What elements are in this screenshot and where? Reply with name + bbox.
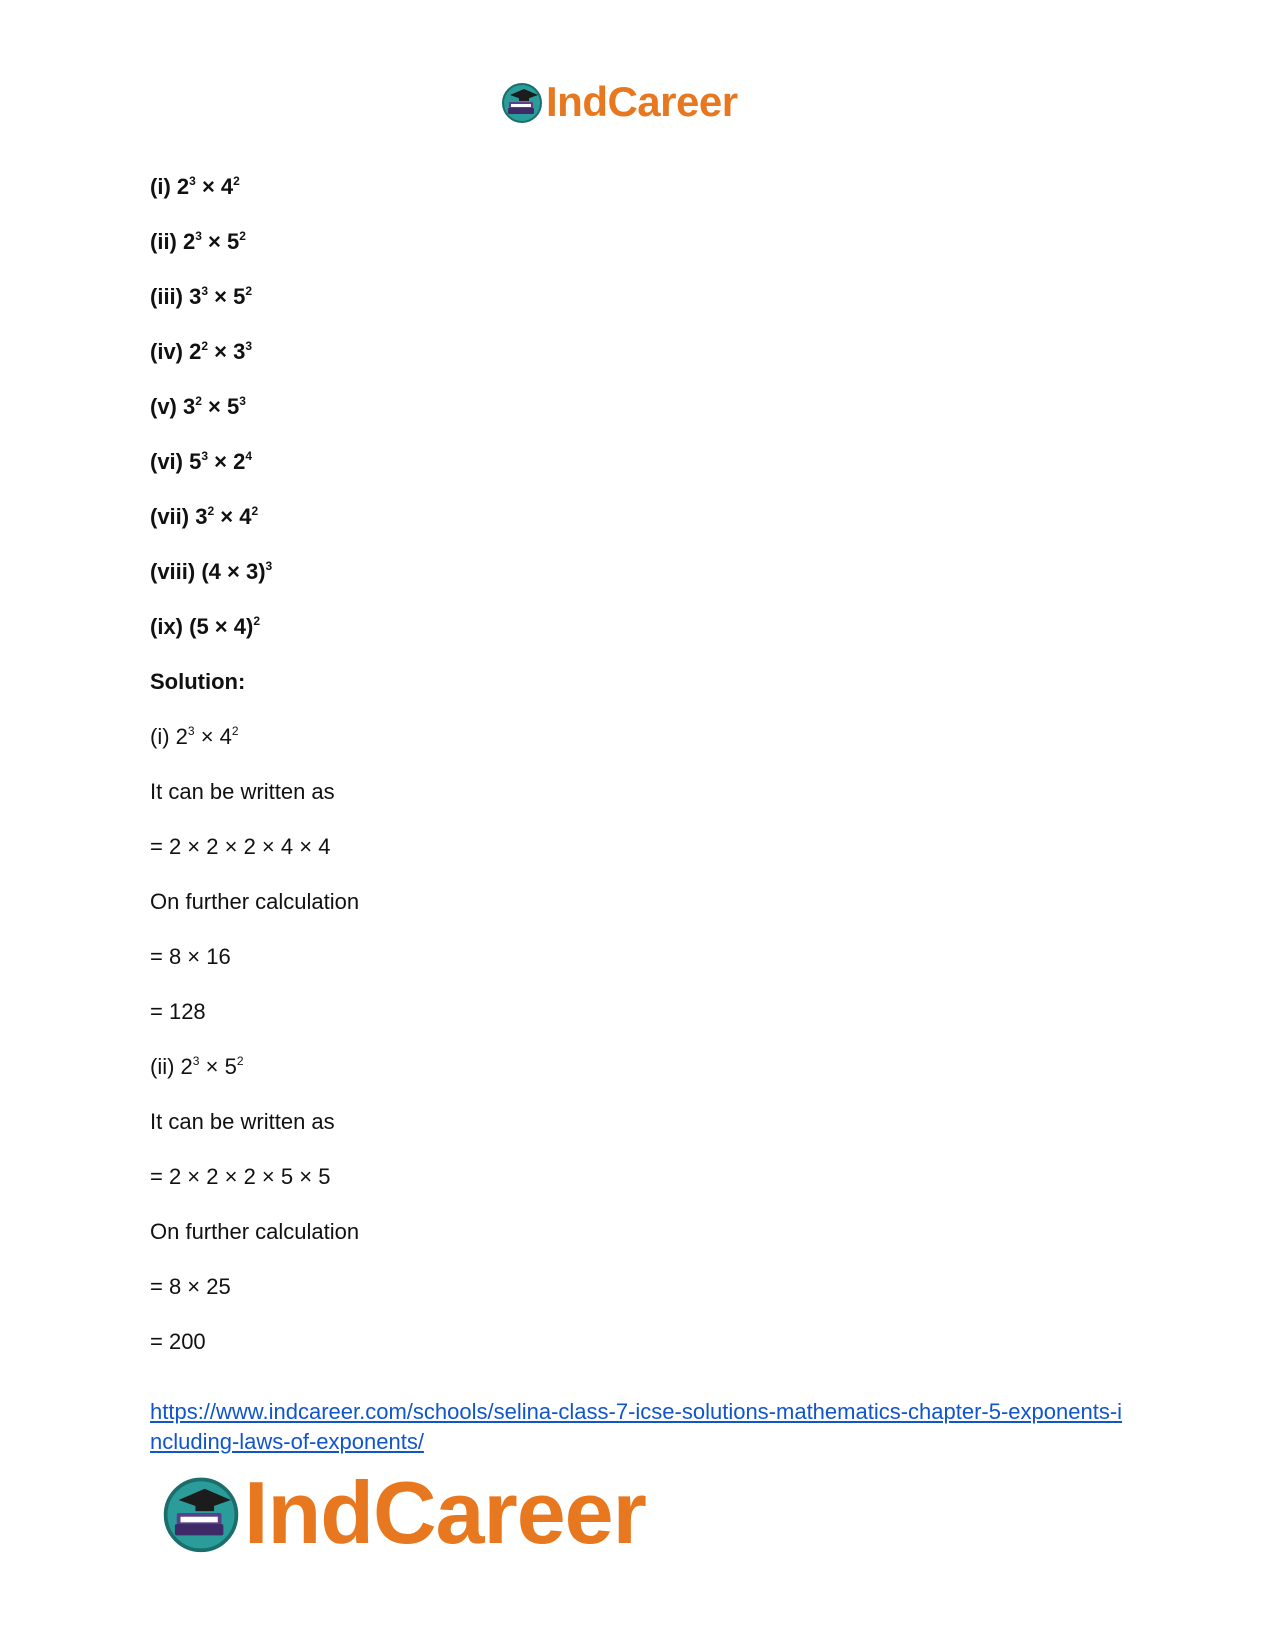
base: 4 [220,174,234,199]
exponent: 2 [236,1054,244,1068]
operator: × [214,504,240,529]
base: 5 [227,394,240,419]
base: 3 [233,339,246,364]
solution-step: = 2 × 2 × 2 × 4 × 4 [150,834,331,859]
solution-step: = 8 × 16 [150,944,231,969]
footer-logo [160,1463,646,1562]
solution-step: = 200 [150,1329,206,1354]
base: 5 [233,284,246,309]
base: (4 × 3) [201,559,266,584]
exponent: 2 [233,174,240,188]
item-label: (viii) [150,559,202,584]
base: 3 [195,504,208,529]
solution-step: On further calculation [150,1219,360,1244]
exponent: 3 [265,559,273,573]
solution-expression [150,1054,1130,1109]
base: 3 [189,284,202,309]
question-item [150,339,1130,394]
base: 2 [176,174,190,199]
item-label: (ix) [150,614,190,639]
question-item [150,504,1130,559]
globe-book-logo-icon [500,80,544,124]
question-list [150,174,1130,669]
question-item [150,174,1130,229]
exponent: 3 [192,1054,200,1068]
base: (5 × 4) [189,614,254,639]
source-link[interactable]: https://www.indcareer.com/schools/selina-class-7-icse-solutions-mathematics-chapter-5-exponents-including-laws-of-exponents/ [150,1399,1123,1454]
item-label: (vi) [150,449,190,474]
solution-expression [150,724,1130,779]
solution-block-2 [150,1054,1130,1384]
base: 2 [180,1054,193,1079]
base: 5 [224,1054,237,1079]
item-label: (iii) [150,284,190,309]
operator: × [199,1054,225,1079]
exponent: 3 [245,339,253,353]
item-label: (i) [150,724,176,749]
exponent: 3 [201,284,209,298]
item-label: (vii) [150,504,196,529]
solution-step: On further calculation [150,889,360,914]
globe-book-logo-icon [160,1472,242,1554]
exponent: 2 [245,284,253,298]
operator: × [208,339,234,364]
base: 4 [239,504,252,529]
question-item [150,284,1130,339]
exponent: 2 [239,229,246,243]
solution-step: It can be written as [150,1109,335,1134]
solution-block-1 [150,724,1130,1054]
exponent: 3 [195,229,202,243]
operator: × [194,724,220,749]
base: 2 [175,724,188,749]
header-logo [500,78,738,126]
base: 2 [189,339,202,364]
exponent: 2 [201,339,209,353]
item-label: (iv) [150,339,190,364]
solution-step: = 128 [150,999,206,1024]
operator: × [201,229,228,254]
exponent: 3 [239,394,246,408]
item-label: (ii) [150,229,183,254]
question-item [150,559,1130,614]
question-item [150,449,1130,504]
question-item [150,614,1130,669]
item-label: (ii) [150,1054,181,1079]
operator: × [201,394,228,419]
base: 2 [183,229,196,254]
item-label: (i) [150,174,177,199]
operator: × [208,449,234,474]
solution-step: It can be written as [150,779,335,804]
base: 2 [233,449,246,474]
question-item [150,394,1130,449]
exponent: 2 [195,394,202,408]
footer-logo-text: IndCareer [244,1463,646,1562]
exponent: 3 [189,174,196,188]
base: 5 [189,449,202,474]
exponent: 4 [245,449,253,463]
exponent: 2 [207,504,215,518]
document-body [150,174,1130,1384]
exponent: 2 [231,724,239,738]
exponent: 2 [251,504,259,518]
base: 4 [219,724,232,749]
base: 3 [183,394,196,419]
solution-heading: Solution: [150,669,246,694]
solution-step: = 2 × 2 × 2 × 5 × 5 [150,1164,331,1189]
operator: × [195,174,221,199]
header-logo-text: IndCareer [546,78,738,125]
base: 5 [227,229,240,254]
solution-step: = 8 × 25 [150,1274,231,1299]
item-label: (v) [150,394,183,419]
exponent: 3 [201,449,209,463]
operator: × [208,284,234,309]
exponent: 2 [253,614,261,628]
exponent: 3 [187,724,195,738]
question-item [150,229,1130,284]
